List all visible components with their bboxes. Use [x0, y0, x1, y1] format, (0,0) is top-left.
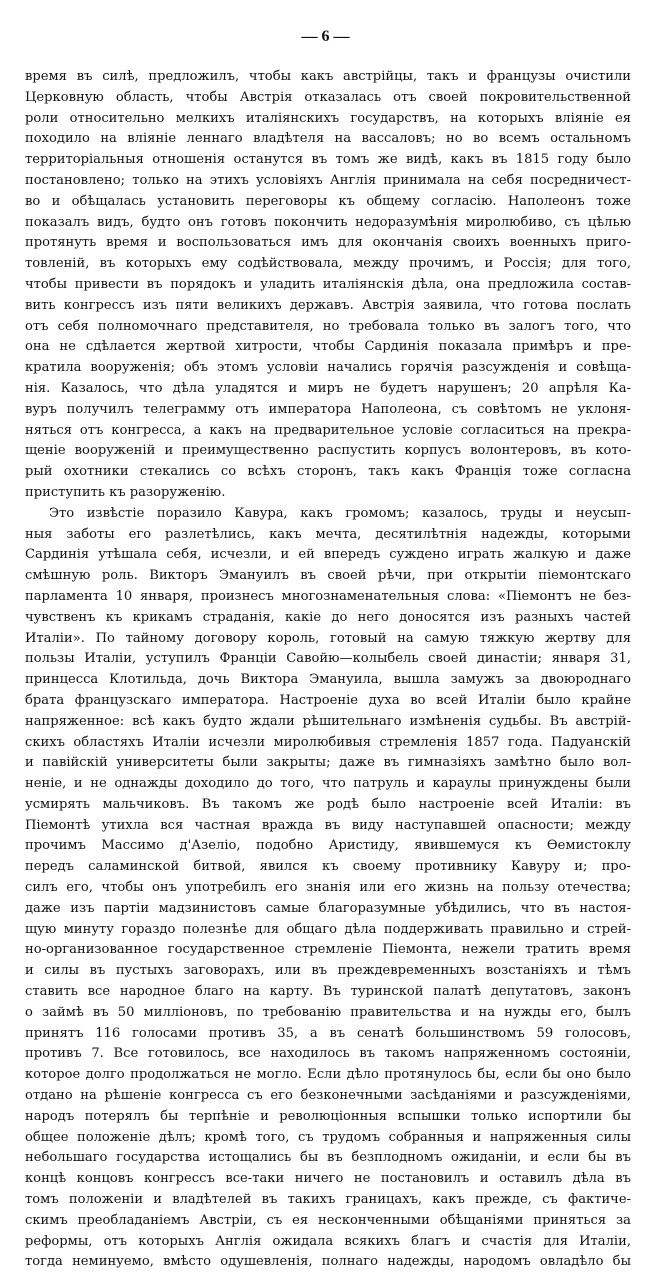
text-line: рый охотники стекались со всѣхъ сторонъ, такъ какъ Франція тоже согласна — [25, 464, 631, 480]
text-line: прочимъ Массимо д'Азеліо, подобно Аристиду, явившемуся къ Ѳемистоклу — [25, 838, 631, 854]
text-line: которое долго продолжаться не могло. Если дѣло протянулось бы, если бы оно было — [25, 1067, 631, 1083]
text-line: томъ положеніи и владѣтелей въ такихъ границахъ, какъ прежде, съ фактиче- — [25, 1192, 631, 1208]
text-line: ныя заботы его разлетѣлись, какъ мечта, десятилѣтнія надежды, которыми — [25, 526, 631, 542]
text-line: чувственъ къ крикамъ страданія, какіе до него доносятся изъ разныхъ частей — [25, 609, 631, 625]
text-line: ставить все народное благо на карту. Въ туринской палатѣ депутатовъ, законъ — [25, 984, 631, 1000]
text-line: Сардинія утѣшала себя, исчезли, и ей впередъ суждено играть жалкую и даже — [25, 547, 631, 563]
text-line: щую минуту гораздо полезнѣе для общаго дѣла поддерживать правильно и стрей- — [25, 921, 631, 937]
text-line: вуръ получилъ телеграмму отъ императора Наполеона, съ совѣтомъ не уклоня- — [25, 401, 631, 417]
text-line: принятъ 116 голосами противъ 35, а въ сенатѣ большинствомъ 59 голосовъ, — [25, 1025, 631, 1041]
text-line: небольшаго государства истощались бы въ безплодномъ ожиданіи, и если бы въ — [25, 1150, 631, 1166]
text-line: смѣшную роль. Викторъ Эмануилъ въ своей рѣчи, при открытіи піемонтскаго — [25, 568, 631, 584]
text-line: скимъ преобладаніемъ Австріи, съ ея несконченными обѣщаніями приняться за — [25, 1212, 631, 1228]
text-line: роли относительно мелкихъ италіянскихъ государствъ, на которыхъ вліяніе ея — [25, 110, 631, 126]
text-line: Церковную область, чтобы Австрія отказалась отъ своей покровительственной — [25, 89, 631, 105]
text-line: но-организованное государственное стремленіе Піемонта, нежели тратить время — [25, 942, 631, 958]
text-line: няться отъ конгресса, а какъ на предварительное условіе согласиться на прекра- — [25, 422, 631, 438]
text-line: постановлено; только на этихъ условіяхъ Англія принимала на себя посредничест- — [25, 172, 631, 188]
text-line: реформы, отъ которыхъ Англія ожидала всякихъ благъ и счастія для Италіи, — [25, 1233, 631, 1249]
body-text — [25, 67, 631, 1273]
text-line: нія. Казалось, что дѣла уладятся и миръ не будетъ нарушенъ; 20 апрѣля Ка- — [25, 380, 631, 396]
text-line: чтобы привести въ порядокъ и уладить италіянскія дѣла, она предложила состав- — [25, 276, 631, 292]
text-line: кратила вооруженія; объ этомъ условіи начались горячія разсужденія и совѣща- — [25, 360, 631, 376]
text-line: передъ саламинской битвой, явился къ своему противнику Кавуру и; про- — [25, 859, 631, 875]
text-line: и павійскій университеты были закрыты; даже въ гимназіяхъ замѣтно было вол- — [25, 755, 631, 771]
text-line: пользы Италіи, уступилъ Франціи Савойю—колыбель своей династіи; января 31, — [25, 651, 631, 667]
text-line: брата французскаго императора. Настроеніе духа во всей Италіи было крайне — [25, 692, 631, 708]
text-line: протянуть время и воспользоваться имъ для окончанія своихъ военныхъ приго- — [25, 235, 631, 251]
text-line: тогда неминуемо, вмѣсто одушевленія, полнаго надежды, народомъ овладѣло бы — [25, 1254, 631, 1270]
text-line: Піемонтѣ утихла вся частная вражда въ виду наступавшей опасности; между — [25, 817, 631, 833]
text-line: товленій, въ которыхъ ему содѣйствовала, между прочимъ, и Россія; для того, — [25, 256, 631, 272]
text-line: народъ потерялъ бы терпѣніе и революціонныя вспышки только испортили бы — [25, 1108, 631, 1124]
text-line: и силы въ пустыхъ заговорахъ, или въ преждевременныхъ возстаніяхъ и тѣмъ — [25, 963, 631, 979]
text-line: отъ себя полномочнаго представителя, но требовала только въ залогъ того, что — [25, 318, 631, 334]
page-number: — 6 — — [301, 28, 350, 45]
text-line: напряженное: всѣ какъ будто ждали рѣшительнаго измѣненія судьбы. Въ австрій- — [25, 713, 631, 729]
text-line: о займѣ въ 50 милліоновъ, по требованію правительства и на нужды его, былъ — [25, 1004, 631, 1020]
text-line: принцесса Клотильда, дочь Виктора Эмануила, вышла замужъ за двоюроднаго — [25, 672, 631, 688]
text-line: приступить къ разоруженію. — [25, 484, 226, 500]
text-line: силъ его, чтобы онъ употребилъ его знанія или его жизнь на пользу отечества; — [25, 880, 631, 896]
text-line: скихъ областяхъ Италіи исчезли миролюбивыя стремленія 1857 года. Падуанскій — [25, 734, 631, 750]
text-line: усмирять мальчиковъ. Въ такомъ же родѣ было настроеніе всей Италіи: въ — [25, 796, 631, 812]
text-line: территоріальныя отношенія останутся въ томъ же видѣ, какъ въ 1815 году было — [25, 152, 631, 168]
text-line: даже изъ партіи мадзинистовъ самые благоразумные убѣдились, что въ настоя- — [25, 900, 631, 916]
text-line: она не сдѣлается жертвой хитрости, чтобы Сардинія показала примѣръ и пре- — [25, 339, 631, 355]
text-line: парламента 10 января, произнесъ многознаменательныя слова: «Піемонтъ не без- — [25, 588, 631, 604]
text-line: показалъ видъ, будто онъ готовъ покончить недоразумѣнія миролюбиво, съ цѣлью — [25, 214, 631, 230]
text-line: походило на вліяніе леннаго владѣтеля на вассаловъ; но во всемъ остальномъ — [25, 131, 631, 147]
text-line: отдано на рѣшеніе конгресса съ его безконечными засѣданіями и разсужденіями, — [25, 1088, 631, 1104]
text-line: общее положеніе дѣлъ; кромѣ того, съ трудомъ собранныя и напряженныя силы — [25, 1129, 631, 1145]
text-line: Италіи». По тайному договору король, готовый на самую тяжкую жертву для — [25, 630, 631, 646]
text-line: Это извѣстіе поразило Кавура, какъ громомъ; казалось, труды и неусып- — [49, 505, 631, 521]
text-line: щеніе вооруженій и преимущественно распустить корпусъ волонтеровъ, въ кото- — [25, 443, 631, 459]
text-line: противъ 7. Все готовилось, все находилось въ такомъ напряженномъ состояніи, — [25, 1046, 631, 1062]
text-line: неніе, и не однажды доходило до того, что патруль и караулы принуждены были — [25, 776, 631, 792]
text-line: во и обѣщалась установить переговоры къ общему согласію. Наполеонъ тоже — [25, 193, 631, 209]
text-line: вить конгрессъ изъ пяти великихъ державъ. Австрія заявила, что готова послать — [25, 297, 631, 313]
text-line: время въ силѣ, предложилъ, чтобы какъ австрійцы, такъ и французы очистили — [25, 69, 631, 84]
text-line: концѣ концовъ конгрессъ все-таки ничего не постановилъ и оставилъ дѣла въ — [25, 1171, 631, 1187]
